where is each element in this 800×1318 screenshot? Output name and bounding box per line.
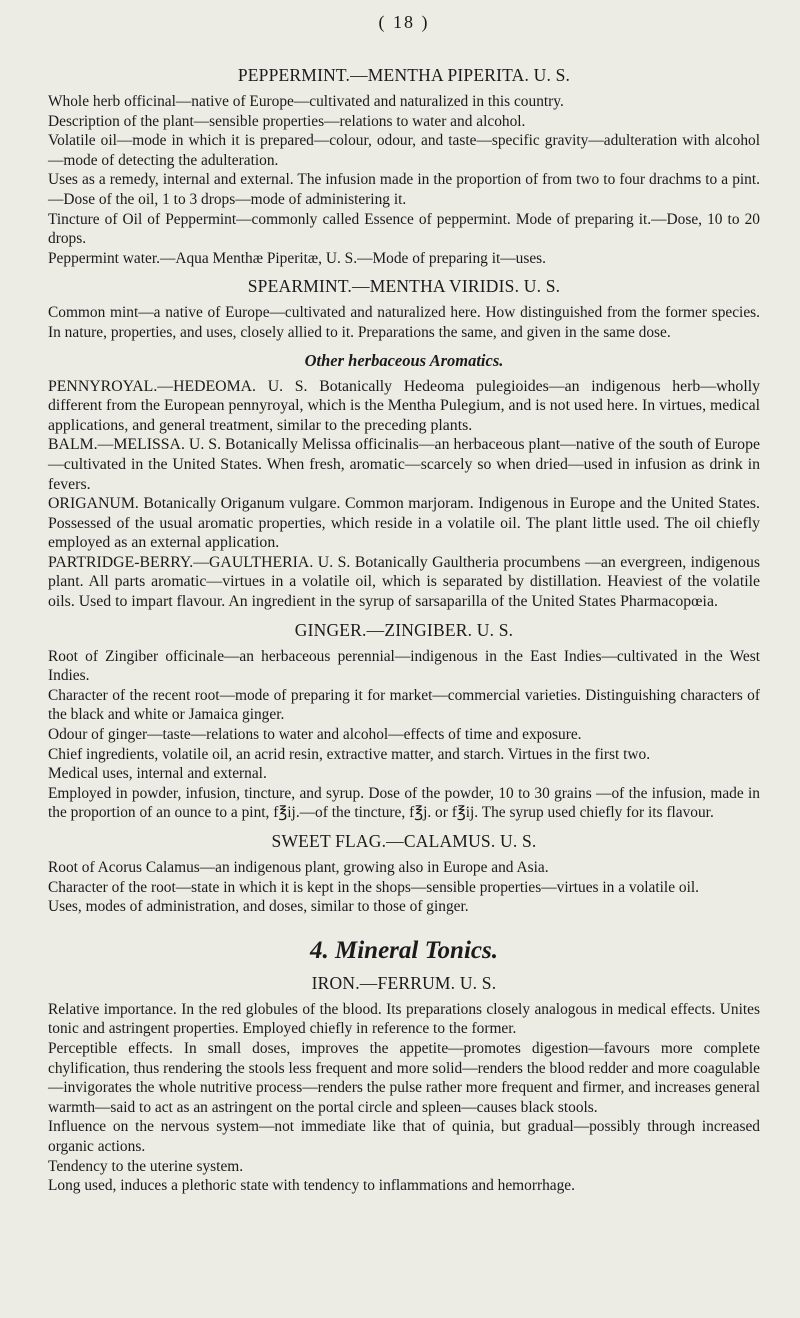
paragraph: Volatile oil—mode in which it is prepared—colour, odour, and taste—specific gravity—adulteration with alcohol—mode of detecting the adulteration. (48, 132, 760, 169)
paragraph-partridge-berry: PARTRIDGE-BERRY.—GAULTHERIA. U. S. Botanically Gaultheria procumbens —an evergreen, indigenous plant. All parts aromatic—virtues in a volatile oil, which is separated by distillation. Heaviest of the volatile oils. Used to impart flavour. An ingredient in the syrup of sarsaparilla of the United States Pharmacopœia. (48, 553, 760, 611)
paragraph-origanum: ORIGANUM. Botanically Origanum vulgare. Common marjoram. Indigenous in Europe and the United States. Possessed of the usual aromatic properties, which reside in a volatile oil. The plant little used. The oil chiefly employed as an external application. (48, 495, 760, 552)
paragraph-pennyroyal: PENNYROYAL.—HEDEOMA. U. S. Botanically Hedeoma pulegioides—an indigenous herb—wholly different from the European pennyroyal, which is the Mentha Pulegium, and is not used here. In virtues, medical applications, and general treatment, similar to the preceding plants. (48, 377, 760, 434)
paragraph: Uses, modes of administration, and doses, similar to those of ginger. (48, 898, 469, 916)
heading-other-aromatics: Other herbaceous Aromatics. (304, 350, 504, 370)
paragraph: Uses as a remedy, internal and external. The infusion made in the proportion of from two to four drachms to a pint.—Dose of the oil, 1 to 3 drops—mode of administering it. (48, 171, 760, 208)
paragraph: Character of the root—state in which it is kept in the shops—sensible properties—virtues in a volatile oil. (48, 878, 699, 896)
heading-iron: IRON.—FERRUM. U. S. (311, 972, 497, 993)
paragraph: Root of Acorus Calamus—an indigenous plant, growing also in Europe and Asia. (48, 859, 549, 876)
paragraph: Relative importance. In the red globules of the blood. Its preparations closely analogous in medical effects. Unites tonic and astringent properties. Employed chiefly in reference to the former. (48, 1000, 760, 1038)
paragraph: Odour of ginger—taste—relations to water and alcohol—effects of time and exposure. (48, 726, 582, 744)
page-number: ( 18 ) (378, 12, 430, 32)
paragraph: Description of the plant—sensible properties—relations to water and alcohol. (48, 112, 526, 130)
section-heading-mineral-tonics: 4. Mineral Tonics. (309, 936, 498, 964)
heading-spearmint: SPEARMINT.—MENTHA VIRIDIS. U. S. (247, 276, 561, 297)
paragraph: Medical uses, internal and external. (48, 765, 267, 783)
heading-peppermint: PEPPERMINT.—MENTHA PIPERITA. U. S. (237, 65, 571, 85)
paragraph: Root of Zingiber officinale—an herbaceous perennial—indigenous in the East Indies—cultivated in the West Indies. (48, 647, 760, 685)
paragraph: Chief ingredients, volatile oil, an acrid resin, extractive matter, and starch. Virtues in the first two. (48, 745, 651, 763)
paragraph: Common mint—a native of Europe—cultivated and naturalized here. How distinguished from the former species. In nature, properties, and uses, closely allied to it. Preparations the same, and given in the same dose. (48, 304, 760, 341)
paragraph: Long used, induces a plethoric state with tendency to inflammations and hemorrhage. (48, 1177, 575, 1195)
paragraph: Tincture of Oil of Peppermint—commonly called Essence of peppermint. Mode of preparing it.—Dose, 10 to 20 drops. (48, 210, 760, 248)
heading-sweet-flag: SWEET FLAG.—CALAMUS. U. S. (271, 831, 537, 851)
paragraph: Employed in powder, infusion, tincture, and syrup. Dose of the powder, 10 to 30 grains —of the infusion, made in the proportion of an ounce to a pint, f℥ij.—of the tincture, f℥j. or f℥ij. The syrup used chiefly for its flavour. (48, 784, 760, 822)
paragraph: Perceptible effects. In small doses, improves the appetite—promotes digestion—favours more complete chylification, thus rendering the stools less frequent and more solid—renders the blood redder and more coagulable—invigorates the whole nutritive process—renders the pulse rather more frequent and firmer, and increases general warmth—said to act as an astringent on the portal circle and spleen—causes black stools. (48, 1039, 760, 1116)
paragraph: Whole herb officinal—native of Europe—cultivated and naturalized in this country. (48, 93, 564, 110)
paragraph: Influence on the nervous system—not immediate like that of quinia, but gradual—possibly through increased organic actions. (48, 1118, 760, 1155)
paragraph: Tendency to the uterine system. (48, 1157, 244, 1175)
paragraph-balm: BALM.—MELISSA. U. S. Botanically Melissa officinalis—an herbaceous plant—native of the south of Europe—cultivated in the United States. When fresh, aromatic—scarcely so when dried—used in infusion as drink in fevers. (48, 436, 760, 493)
paragraph: Character of the recent root—mode of preparing it for market—commercial varieties. Distinguishing characters of the black and white or Jamaica ginger. (48, 686, 760, 724)
heading-ginger: GINGER.—ZINGIBER. U. S. (294, 619, 514, 640)
paragraph: Peppermint water.—Aqua Menthæ Piperitæ, U. S.—Mode of preparing it—uses. (48, 249, 546, 267)
